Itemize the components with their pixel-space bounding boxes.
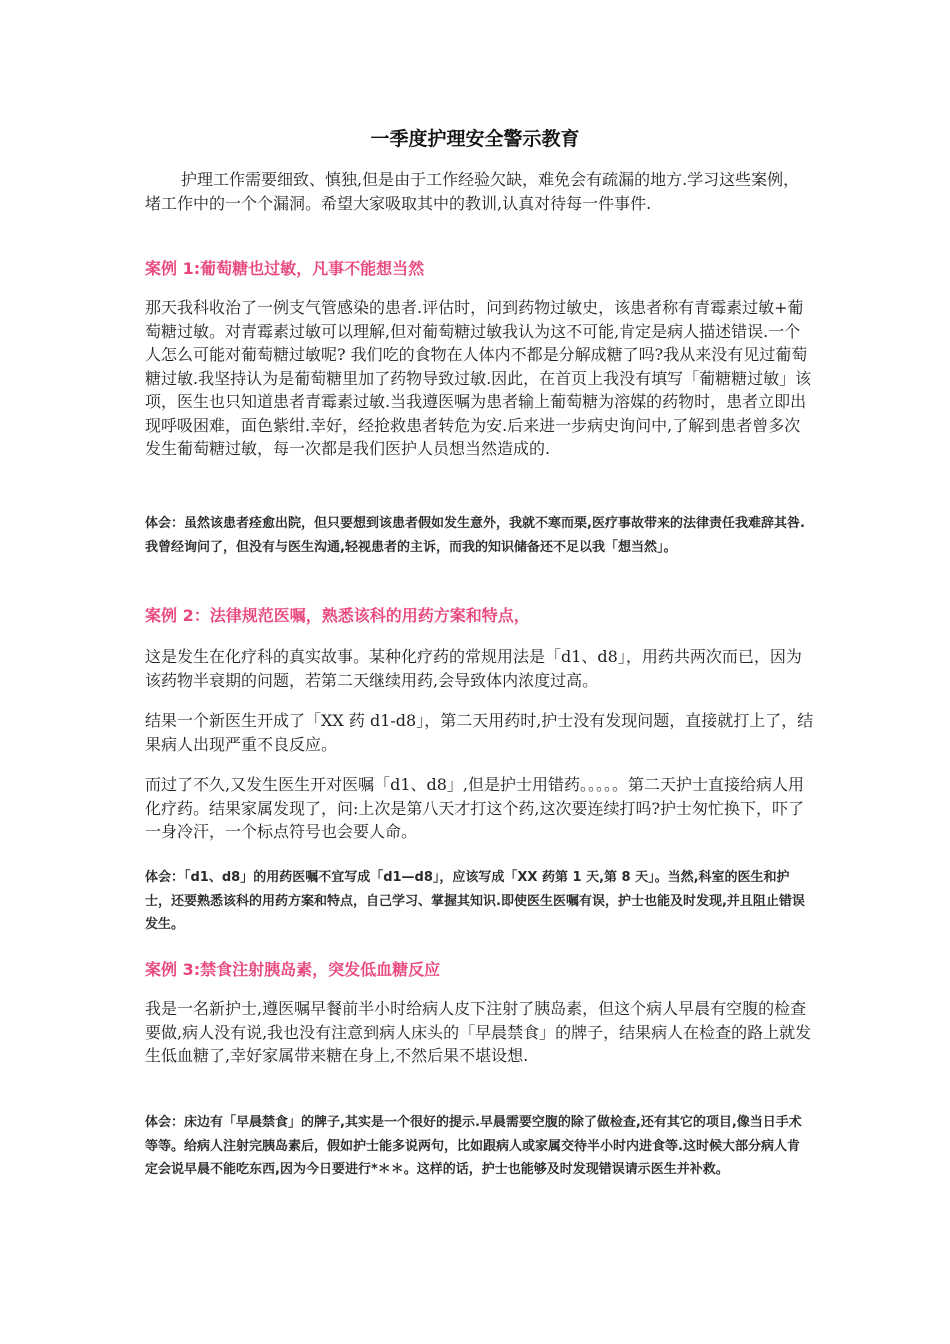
- page-title: 一季度护理安全警示教育: [370, 128, 580, 150]
- case3-heading: 案例 3:禁食注射胰岛素，突发低血糖反应: [145, 960, 441, 979]
- case1-heading: 案例 1:葡萄糖也过敏，凡事不能想当然: [145, 259, 425, 278]
- case2-paragraph-1: 这是发生在化疗科的真实故事。某种化疗药的常规用法是「d1、d8」，用药共两次而已，因为该药物半衰期的问题，若第二天继续用药,会导致体内浓度过高。: [145, 647, 802, 690]
- case2-note: 体会：「d1、d8」的用药医嘱不宜写成「d1—d8」，应该写成「XX 药第 1 天,第 8 天」。当然,科室的医生和护士，还要熟悉该科的用药方案和特点，自己学习、掌握其知识.即使医生医嘱有误，护士也能及时发现,并且阻止错误发生。: [145, 870, 805, 932]
- case3-note: 体会：床边有「早晨禁食」的牌子,其实是一个很好的提示.早晨需要空腹的除了做检查,还有其它的项目,像当日手术等等。给病人注射完胰岛素后，假如护士能多说两句，比如跟病人或家属交待半小时内进食等.这时候大部分病人肯定会说早晨不能吃东西,因为今日要进行*＊＊。这样的话，护士也能够及时发现错误请示医生并补救。: [145, 1115, 802, 1177]
- intro-paragraph: 护理工作需要细致、慎独,但是由于工作经验欠缺，难免会有疏漏的地方.学习这些案例，堵工作中的一个个漏洞。希望大家吸取其中的教训,认真对待每一件事件.: [145, 170, 800, 213]
- case1-body: 那天我科收治了一例支气管感染的患者.评估时，问到药物过敏史，该患者称有青霉素过敏+葡萄糖过敏。对青霉素过敏可以理解,但对葡萄糖过敏我认为这不可能,肯定是病人描述错误.一个人怎么可能对葡萄糖过敏呢? 我们吃的食物在人体内不都是分解成糖了吗?我从来没有见过葡萄糖过敏.我坚持认为是葡萄糖里加了药物导致过敏.因此，在首页上我没有填写「葡糖糖过敏」该项，医生也只知道患者青霉素过敏.当我遵医嘱为患者输上葡萄糖为溶媒的药物时，患者立即出现呼吸困难，面色紫绀.幸好，经抢救患者转危为安.后来进一步病史询问中,了解到患者曾多次发生葡萄糖过敏，每一次都是我们医护人员想当然造成的.: [145, 298, 812, 458]
- case1-note: 体会：虽然该患者痊愈出院，但只要想到该患者假如发生意外，我就不寒而栗,医疗事故带来的法律责任我难辞其咎.我曾经询问了，但没有与医生沟通,轻视患者的主诉，而我的知识储备还不足以我「想当然」。: [145, 516, 805, 555]
- case2-paragraph-3: 而过了不久,又发生医生开对医嘱「d1、d8」,但是护士用错药。。。。。第二天护士直接给病人用化疗药。结果家属发现了，问:上次是第八天才打这个药,这次要连续打吗?护士匆忙换下，吓了一身冷汗，一个标点符号也会要人命。: [145, 775, 805, 841]
- case2-paragraph-2: 结果一个新医生开成了「XX 药 d1-d8」，第二天用药时,护士没有发现问题，直接就打上了，结果病人出现严重不良反应。: [145, 711, 814, 754]
- case2-heading: 案例 2：法律规范医嘱，熟悉该科的用药方案和特点，: [145, 606, 530, 625]
- case3-body: 我是一名新护士,遵医嘱早餐前半小时给病人皮下注射了胰岛素，但这个病人早晨有空腹的检查要做,病人没有说,我也没有注意到病人床头的「早晨禁食」的牌子，结果病人在检查的路上就发生低血糖了,幸好家属带来糖在身上,不然后果不堪设想.: [145, 999, 812, 1065]
